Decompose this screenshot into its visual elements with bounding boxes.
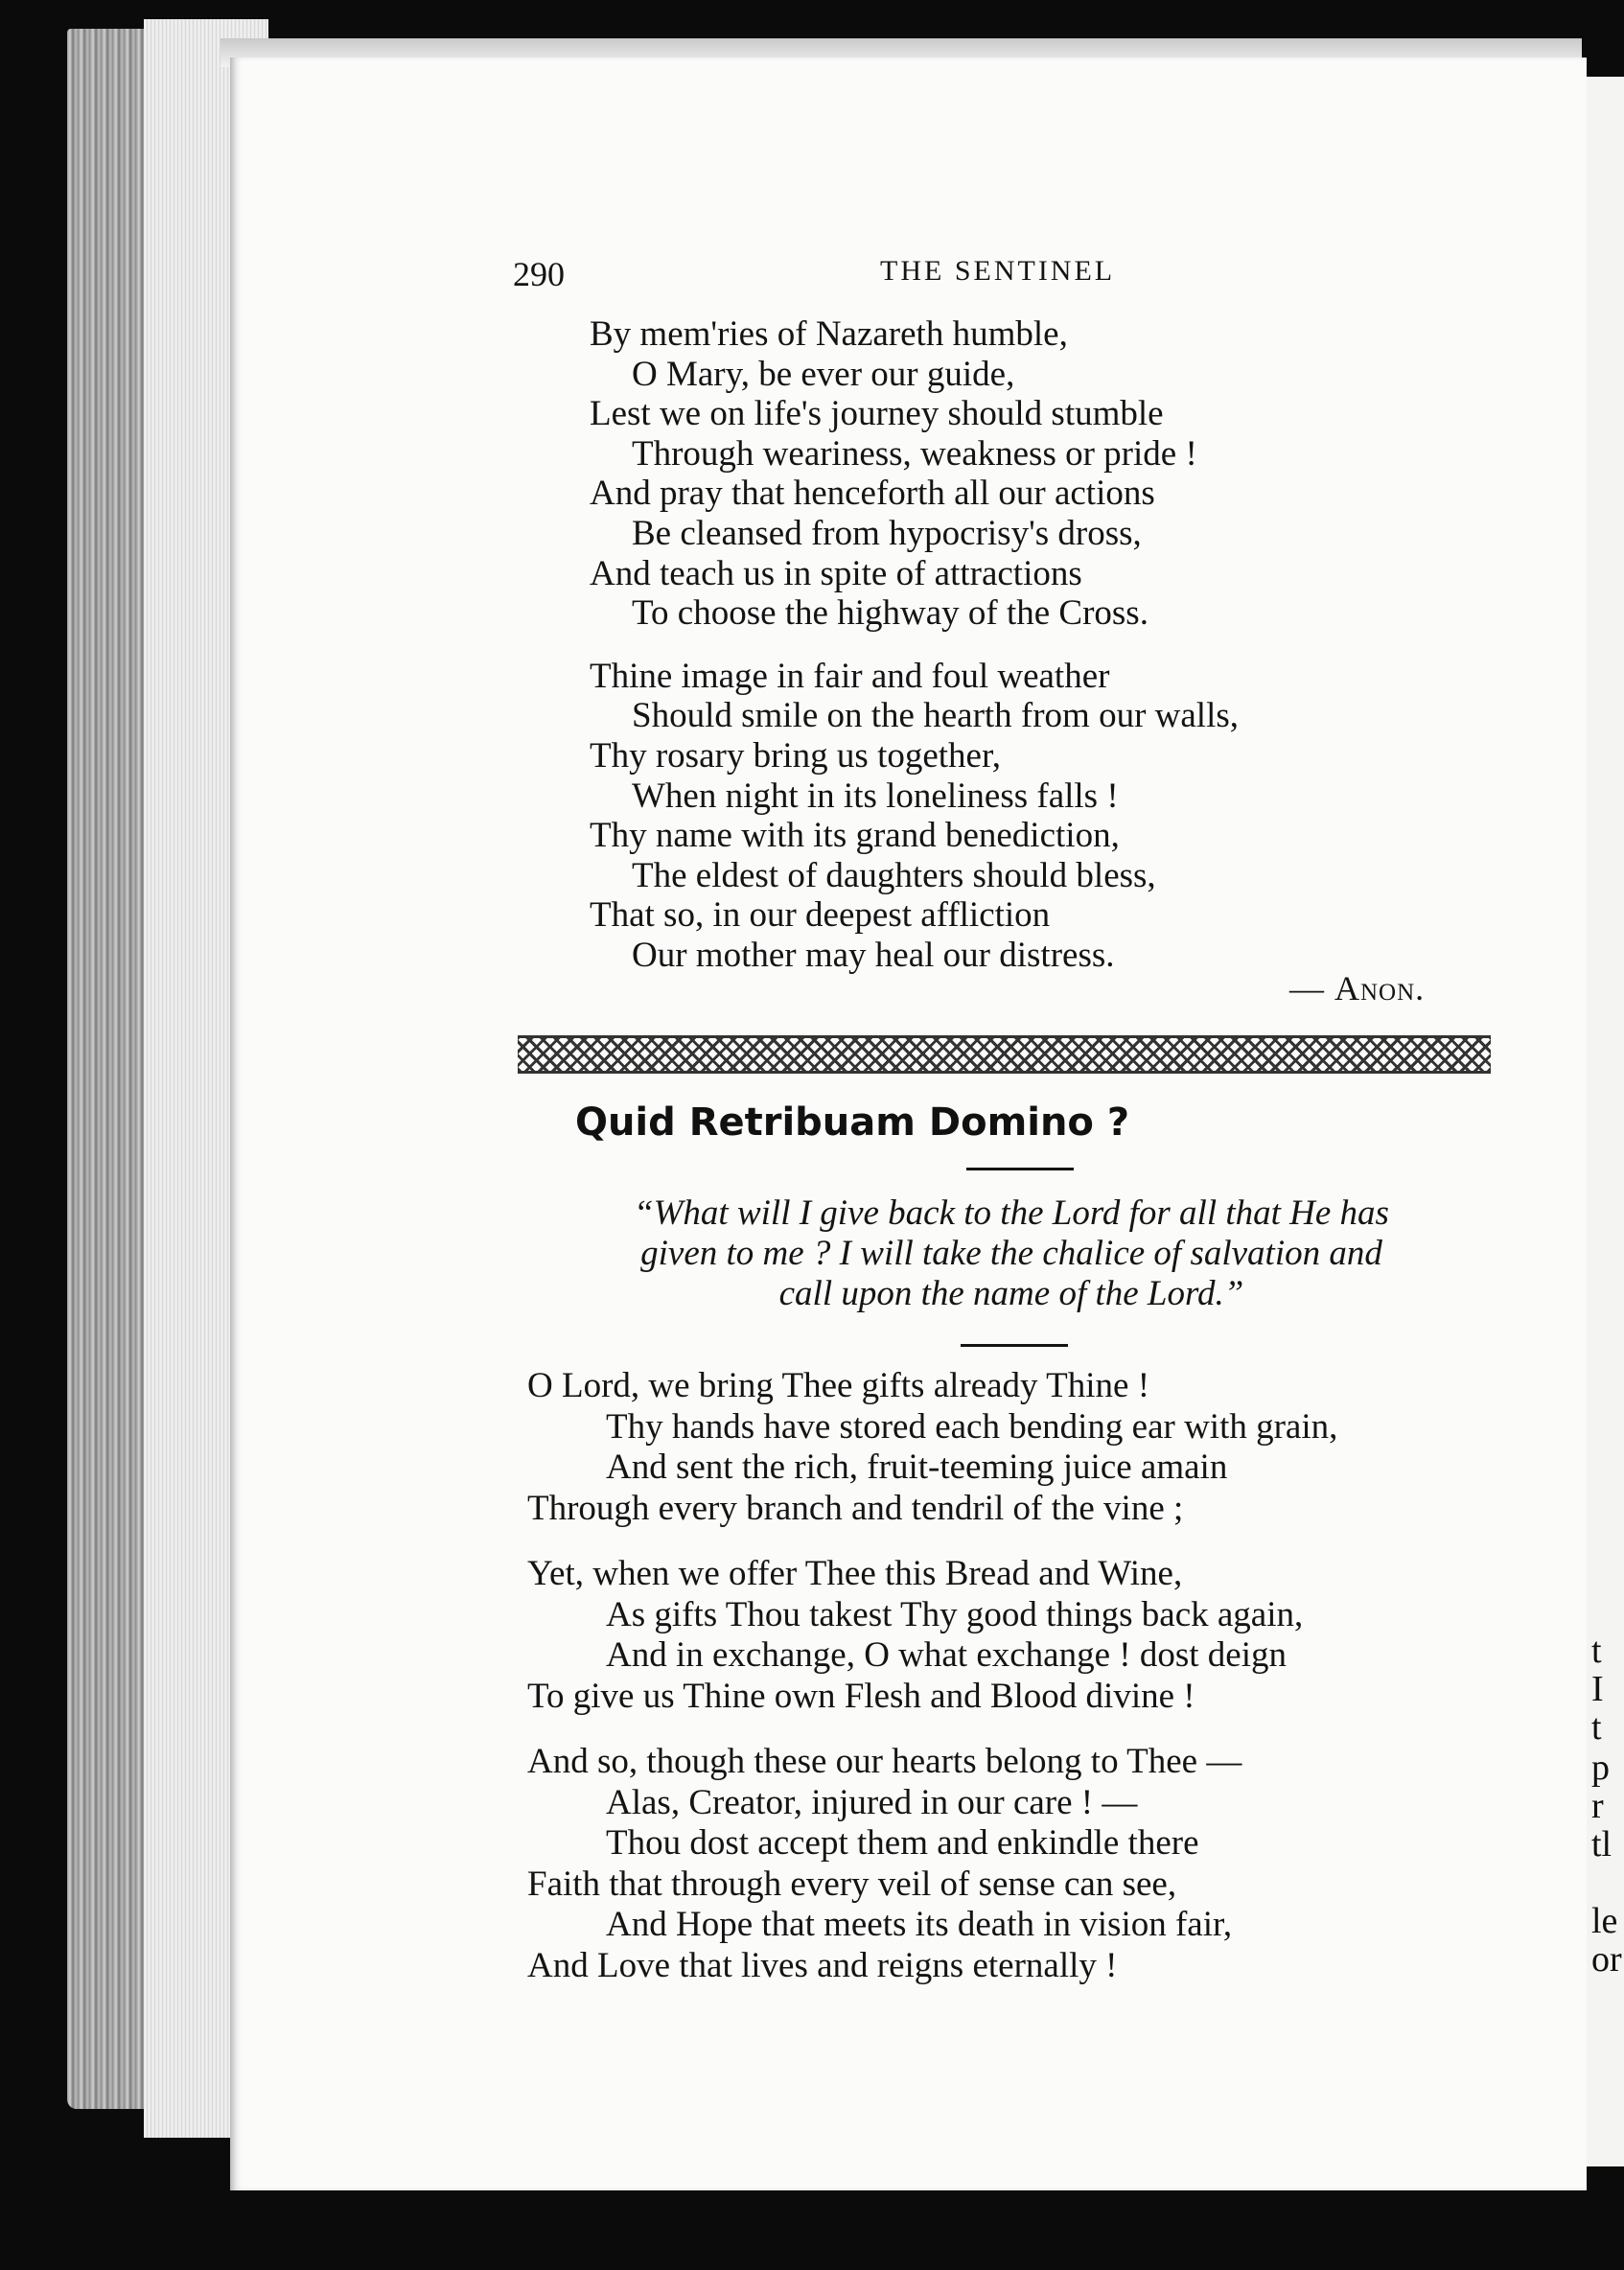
facing-page-fragment: r (1591, 1786, 1604, 1826)
poem-line: Should smile on the hearth from our walls, (632, 696, 1240, 736)
article-title: Quid Retribuam Domino ? (574, 1100, 1130, 1145)
epigraph (522, 1193, 1500, 1314)
attribution-name: Anon. (1334, 969, 1426, 1008)
poem-line: Lest we on life's journey should stumble (590, 394, 1164, 434)
poem-quid-retribuam (527, 1366, 1337, 2011)
running-title: THE SENTINEL (880, 255, 1116, 287)
poem-line: O Lord, we bring Thee gifts already Thine ! (527, 1366, 1150, 1405)
facing-page-fragment: t (1591, 1707, 1602, 1748)
poem-line: Be cleansed from hypocrisy's dross, (632, 513, 1142, 553)
poem-stanza (590, 314, 1239, 634)
poem-line: To give us Thine own Flesh and Blood divine ! (527, 1676, 1195, 1716)
facing-page-fragment: le (1591, 1901, 1618, 1941)
poem-stanza (527, 1742, 1337, 1986)
poem-line: That so, in our deepest affliction (590, 895, 1051, 936)
poem-line: And pray that henceforth all our actions (590, 474, 1155, 514)
poem-line: When night in its loneliness falls ! (632, 776, 1119, 816)
epigraph-rule (961, 1344, 1068, 1347)
poem-stanza (527, 1554, 1337, 1717)
poem-line: And so, though these our hearts belong to Thee — (527, 1742, 1242, 1781)
epigraph-line: given to me ? I will take the chalice of salvation and (640, 1234, 1382, 1273)
page-number: 290 (513, 255, 565, 293)
poem-stanza (590, 657, 1239, 976)
epigraph-line: call upon the name of the Lord.” (778, 1274, 1244, 1313)
poem-line: Alas, Creator, injured in our care ! — (606, 1782, 1138, 1822)
facing-page-fragment: p (1591, 1748, 1610, 1788)
poem-attribution (1289, 968, 1425, 1008)
epigraph-line: “What will I give back to the Lord for all that He has (634, 1193, 1389, 1233)
poem-line: The eldest of daughters should bless, (632, 855, 1156, 895)
poem-line: Thine image in fair and foul weather (590, 656, 1110, 696)
poem-line: Thy name with its grand benediction, (590, 816, 1120, 856)
poem-line: Thy hands have stored each bending ear with grain, (606, 1406, 1338, 1447)
poem-line: Through weariness, weakness or pride ! (632, 433, 1197, 474)
facing-page-fragment: I (1591, 1669, 1604, 1709)
poem-line: As gifts Thou takest Thy good things back again, (606, 1594, 1304, 1634)
poem-line: By mem'ries of Nazareth humble, (590, 314, 1068, 354)
poem-line: To choose the highway of the Cross. (632, 593, 1148, 634)
poem-stanza (527, 1366, 1337, 1529)
poem-line: And Love that lives and reigns eternally ! (527, 1945, 1118, 1985)
poem-line: And sent the rich, fruit-teeming juice amain (606, 1448, 1228, 1487)
facing-page-fragment: tl (1591, 1824, 1612, 1865)
poem-line: O Mary, be ever our guide, (632, 354, 1015, 394)
facing-page-fragment: t (1591, 1631, 1602, 1671)
poem-line: Yet, when we offer Thee this Bread and Wine, (527, 1554, 1183, 1593)
poem-line: And teach us in spite of attractions (590, 553, 1082, 593)
attribution-dash: — (1289, 969, 1334, 1008)
poem-line: Faith that through every veil of sense can see, (527, 1864, 1177, 1904)
poem-line: Through every branch and tendril of the vine ; (527, 1488, 1184, 1528)
poem-line: Thou dost accept them and enkindle there (606, 1823, 1199, 1863)
ornamental-divider (518, 1035, 1491, 1074)
poem-line: And Hope that meets its death in vision fair, (606, 1905, 1233, 1944)
poem-line: Thy rosary bring us together, (590, 735, 1002, 776)
title-rule (966, 1168, 1074, 1170)
poem-marian (590, 314, 1239, 999)
poem-line: And in exchange, O what exchange ! dost deign (606, 1635, 1287, 1675)
facing-page-fragment: or (1591, 1939, 1622, 1980)
poem-line: Our mother may heal our distress. (632, 935, 1115, 975)
